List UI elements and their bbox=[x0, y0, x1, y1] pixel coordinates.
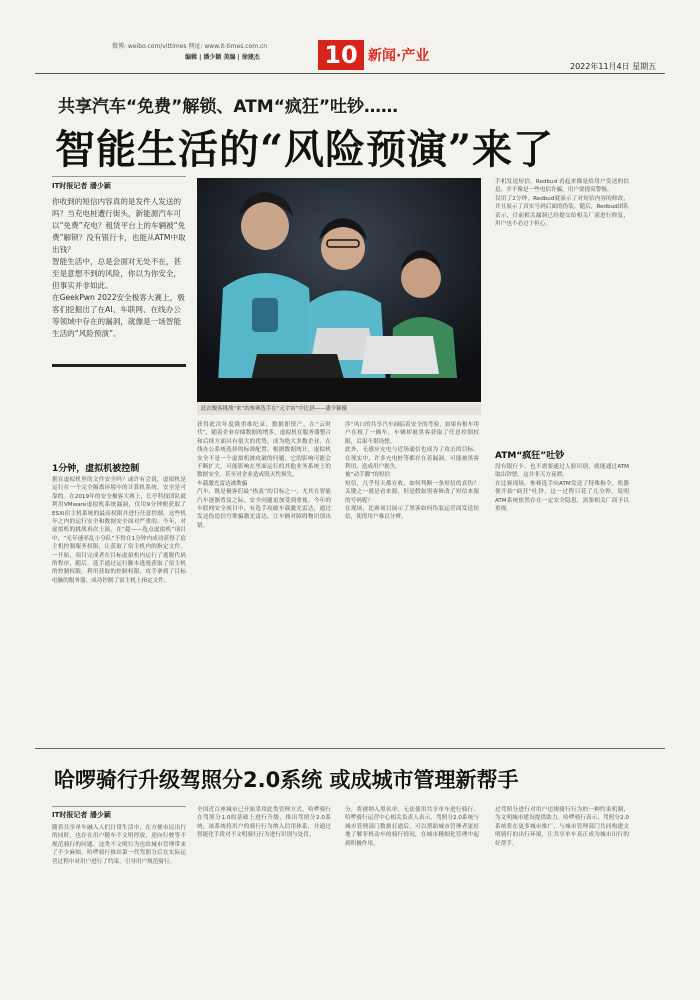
lead-text: 你收到的短信内容真的是发件人发送的吗？当充电桩遭行街头，新能源汽车可以“免费”充电？租赁平台上的车辆被“免费”解锁？没有银行卡，也能从ATM中取出钱？ 智能生活中，总是会面对无处不在，甚至是意想不到的风险，你以为你安全，但事实并非如此。 在GeekPwn 2022安全极客大赛上，极客们挖掘出了在AI、车联网、在线办公等领域中存在的漏洞，就像是一场智能生活的“风险预演”。 bbox=[52, 197, 186, 338]
story2-col3: 分，将被纳入黑名单，无法使用共享单车进行骑行。哈啰骑行运营中心相关负责人表示，驾照分2.0系统与城市管理部门数据打通后，可以帮助城市管理者更好地了解非机动车的骑行情况，在城市精细化管理中起到积极作用。 bbox=[345, 807, 479, 847]
photo-caption: 此次极客挑战“来”的参赛选手在“元宇宙”中比拼——潘少颖摄 bbox=[197, 403, 481, 415]
story1-col4: 手机发送短信，Redbud 看起来像是给用户发送的信息，并不像是一些电信诈骗，用户要提高警惕。 仅用了2分钟，Redbud就演示了对短信内容的修改，并且展示了真实号码后面的伪装。随后，Redbud团队表示，目前相关漏洞已经提交给相关厂商进行修复，用户也不必过于担心。 bbox=[495, 179, 629, 228]
photo-illustration bbox=[197, 178, 481, 402]
story2-col1: 随着共享单车融入人们日常生活中，在方便市民出行的同时，也存在用户随车不文明停放、逆向行驶等不规范骑行的问题，这类不文明行为也给城市管理带来了不少麻烦。哈啰骑行推出第一代驾照分后在实际运营过程中对用户进行了约束，引导用户规范骑行。 bbox=[52, 825, 186, 865]
story1-headline: 智能生活的“风险预演”来了 bbox=[55, 126, 555, 173]
story1-kicker: 共享汽车“免费”解锁、ATM“疯狂”吐钞…… bbox=[58, 97, 399, 117]
editor-line: 编辑 | 潘少颖 美编 | 徐建杰 bbox=[185, 54, 260, 61]
section-title: 新闻·产业 bbox=[368, 48, 430, 64]
story1-col2: 获得此次年度隆重维纪录。数据即资产，在“云时代”，随着企业存储数据的增多，虚拟机在服务器整合和后续方面具有很大的优势，成为绝大多数企业、在线办公系统选择的标准配置。根据数据统计，虚拟机安全不是一个虚拟机被攻破的问题，它的影响可能会不断扩大，可能影响在里面运行的其他业务系统上的数据安全，甚至对企业造成毁灭性损失。 车载激光雷达被欺骗 汽车，既是极客们最“热衷”的目标之一，尤其在智能汽车逐渐普及之际，安全问题更加受到重视。今年的车联网安全项目中，有选手攻破车载激光雷达，通过发送伪造信号欺骗激光雷达，让车辆对障碍物识别出错。 bbox=[197, 422, 331, 529]
story1-col1: 据在虚拟机里的文件安全吗？或许有会说，虚拟机是运行在一个完全隔离环境中的计算机系统，安全是可靠的。在2019年的安全极客大赛上，长亭科技团队就利用VMware虚拟机系统漏洞，仅用9分钟便获取了ESXi宿主机系统的最高权限并进行任意控制，这些机年之内的运行安全和数据安全面对严重的。今年，对虚拟机的挑战再次上演。在“超——选点虚拟机”项目中，“光年速率乱小分队”不得在1分钟内成功获得了宿主机控制服务权限，让获取了宿主机内的指定文件。一开始，项目完成者在目标虚拟机内运行了逃脱代码的程序，随后，选手通过运行脚本逃逸获取了宿主机的控制权限，利用获取的控制权限，攻手拿到了目标电脑的服务器、成功控制了宿主机上指定文件。 bbox=[52, 477, 186, 584]
story1-byline: IT时报记者 潘少颖 bbox=[52, 182, 111, 190]
subhead-vm: 1分钟，虚拟机被控制 bbox=[52, 464, 140, 474]
story1-lead bbox=[52, 196, 186, 361]
masthead-rule bbox=[35, 73, 665, 74]
story2-byline-rule bbox=[52, 806, 186, 807]
masthead-info: 微博: weibo.com/vittimes 网址: www.it-times.com.cn bbox=[112, 43, 268, 50]
story2-col2: 全国近百座城市已开始采用此类管理方式。哈啰骑行在驾照分1.0的基础上进行升级，推出驾照分2.0系统，该系统将用户的骑行行为纳入信用体系，并通过智能化手段对不文明骑行行为进行识别与处罚。 bbox=[197, 807, 331, 839]
lead-divider bbox=[52, 364, 186, 367]
issue-date: 2022年11月4日 星期五 bbox=[570, 62, 657, 71]
story2-byline: IT时报记者 潘少颖 bbox=[52, 811, 111, 819]
story-separator bbox=[35, 748, 665, 749]
byline-rule bbox=[52, 176, 186, 177]
story1-col3: 涉“风口的共享汽车面临着安全的考验，如果有租车用户在租了一辆车，车辆却被黑客获取了任意控制权限，后果不堪设想。 此外，无感应充电与近场通信也成为了攻击的目标。在现实中，许多充电桩等都存在着漏洞，可能被黑客利用，造成用户损失。 被“动手脚”的短信 短信，几乎每天都在收，如何判断一条短信的真伪？关键之一就是看来源。但是假如黑客修改了短信来源的号码呢？ 在现场，比赛项目展示了黑客如何伪装运营商发送短信，使得用户难以分辨。 bbox=[345, 422, 479, 521]
story1-photo bbox=[197, 178, 481, 402]
story2-headline: 哈啰骑行升级驾照分2.0系统 或成城市管理新帮手 bbox=[54, 768, 519, 792]
story2-col4: 过驾照分进行对用户违规骑行行为的一种约束机制，为文明城市建设提供助力。哈啰骑行表示，驾照分2.0系统将在更多城市推广，与城市管理部门共同构建文明骑行的出行环境，让共享单车真正成为城市出行的好帮手。 bbox=[495, 807, 629, 847]
story1-col4b: 没有银行卡、也不需要通过人脸识别，就能通过ATM取出钞票。这并非天方夜谭。 在比赛现场，参赛选手向ATM发送了特殊指令，机器便开始“疯狂”吐钞。这一过程只花了几分钟，说明ATM系统依然存在一定安全隐患，需要相关厂商予以重视。 bbox=[495, 464, 629, 513]
subhead-atm: ATM“疯狂”吐钞 bbox=[495, 451, 565, 461]
page-number: 10 bbox=[318, 40, 364, 70]
